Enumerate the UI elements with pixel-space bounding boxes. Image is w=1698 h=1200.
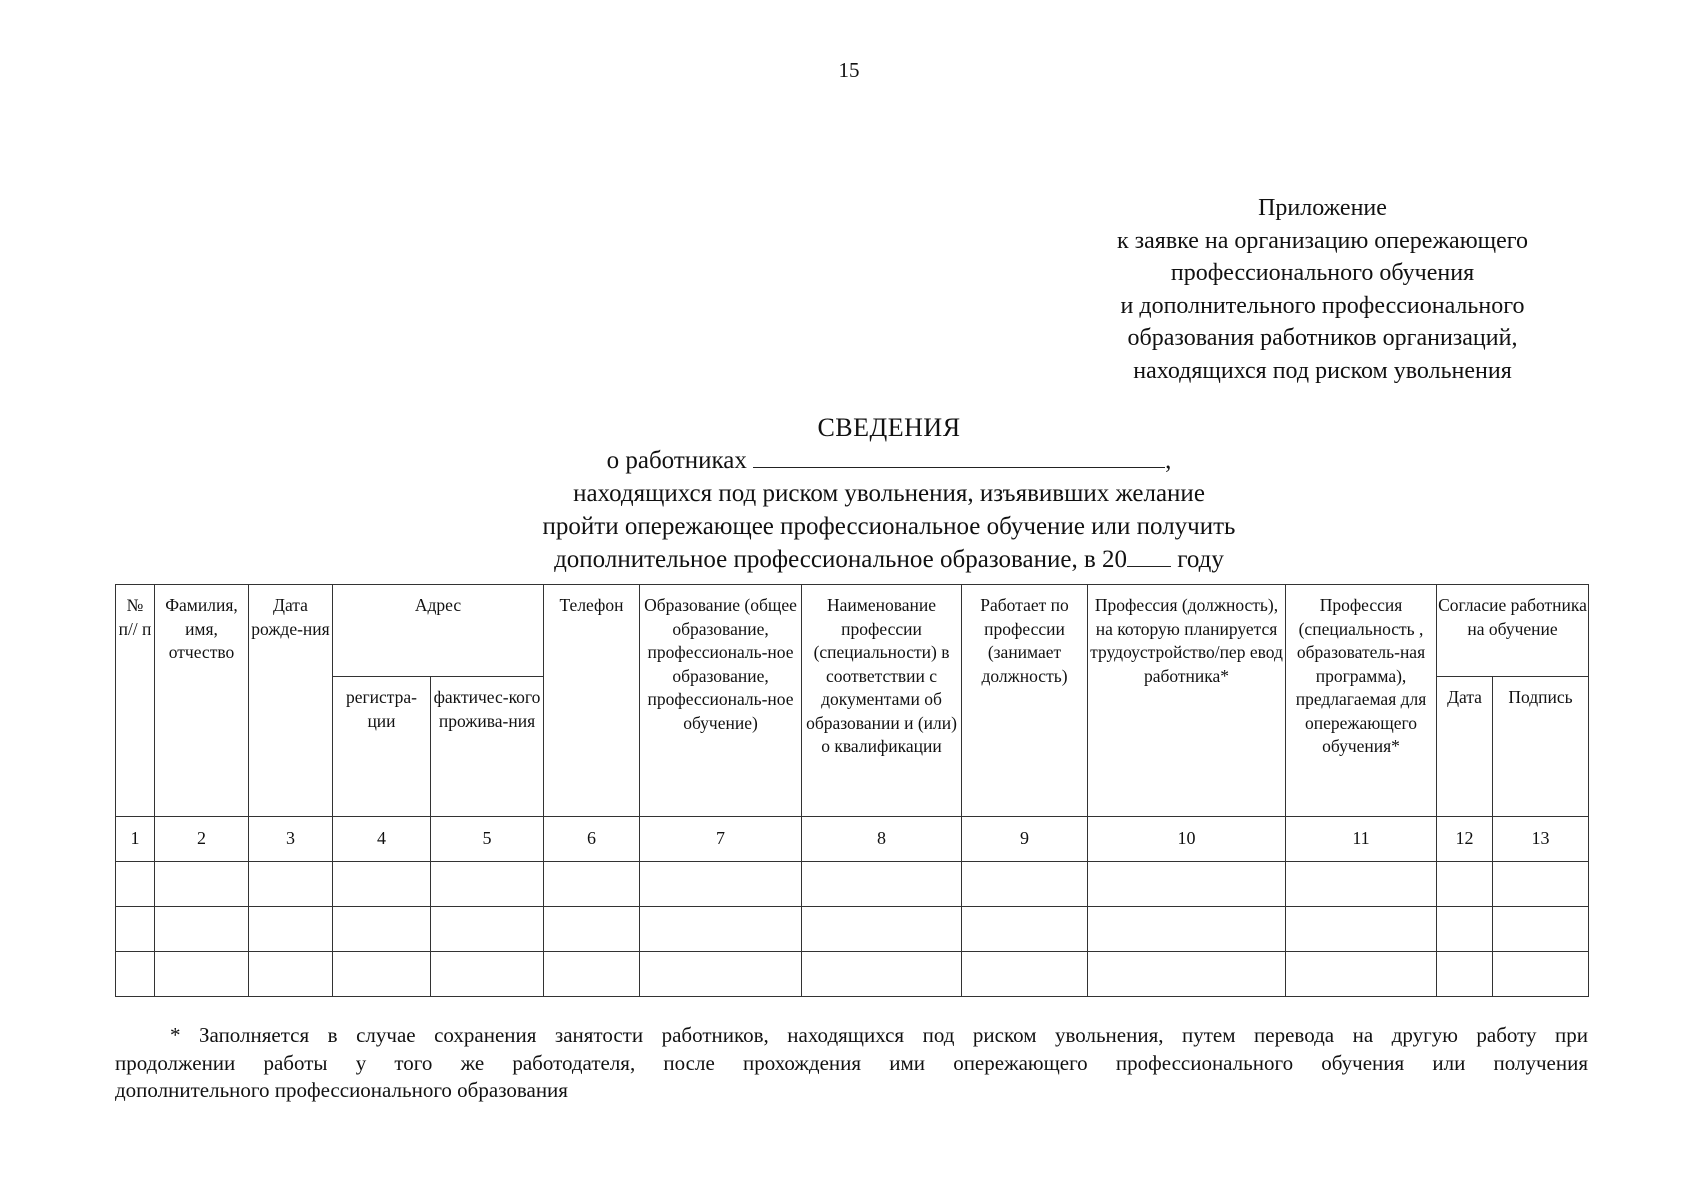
empty-cell[interactable] [962, 952, 1088, 997]
empty-cell[interactable] [640, 952, 802, 997]
empty-cell[interactable] [1286, 907, 1437, 952]
column-numbers-row [116, 817, 1589, 862]
empty-cell[interactable] [333, 862, 431, 907]
header-consent-date: Дата [1437, 677, 1493, 817]
empty-cell[interactable] [249, 862, 333, 907]
heading-line-2: находящихся под риском увольнения, изъявивших желание [573, 480, 1205, 507]
empty-cell[interactable] [155, 952, 249, 997]
empty-cell[interactable] [802, 907, 962, 952]
empty-cell[interactable] [802, 952, 962, 997]
empty-cell[interactable] [544, 862, 640, 907]
header-number: № п// п [116, 585, 155, 817]
appendix-line: к заявке на организацию опережающего [1117, 227, 1528, 254]
empty-cell[interactable] [333, 952, 431, 997]
empty-cell[interactable] [544, 952, 640, 997]
heading-line-4-suffix: году [1177, 546, 1224, 573]
year-blank[interactable] [1127, 546, 1171, 567]
column-number: 3 [249, 817, 333, 862]
empty-cell[interactable] [802, 862, 962, 907]
appendix-line: и дополнительного профессионального [1120, 292, 1525, 319]
empty-cell[interactable] [1493, 907, 1589, 952]
column-number: 10 [1088, 817, 1286, 862]
empty-cell[interactable] [1088, 907, 1286, 952]
heading-line-1 [0, 444, 1698, 477]
column-number: 4 [333, 817, 431, 862]
heading-line-4 [0, 543, 1698, 576]
footnote-line-1: * Заполняется в случае сохранения занятости работников, находящихся под риском увольнения, путем перевода на другую работу при [170, 1023, 1588, 1047]
footnote-line-3: дополнительного профессионального образования [115, 1078, 568, 1102]
header-education: Образование (общее образование, профессиональ-ное образование, профессиональ-ное обучение) [640, 585, 802, 817]
empty-cell[interactable] [1088, 862, 1286, 907]
header-address-registration: регистра-ции [333, 677, 431, 817]
header-address-actual: фактичес-кого прожива-ния [431, 677, 544, 817]
empty-cell[interactable] [1437, 952, 1493, 997]
header-address: Адрес [333, 585, 544, 677]
appendix-line: профессионального обучения [1170, 260, 1475, 286]
organization-blank[interactable] [753, 447, 1165, 468]
empty-data-row [116, 862, 1589, 907]
heading-line-4-prefix: дополнительное профессиональное образование, в 20 [554, 546, 1128, 573]
empty-cell[interactable] [1286, 862, 1437, 907]
empty-cell[interactable] [116, 952, 155, 997]
empty-cell[interactable] [1437, 862, 1493, 907]
empty-data-row [116, 952, 1589, 997]
empty-cell[interactable] [431, 862, 544, 907]
empty-cell[interactable] [1437, 907, 1493, 952]
empty-cell[interactable] [249, 907, 333, 952]
page-number: 15 [838, 58, 860, 82]
appendix-block [1095, 192, 1550, 387]
workers-table [115, 584, 1589, 997]
empty-cell[interactable] [431, 907, 544, 952]
header-consent-signature: Подпись [1493, 677, 1589, 817]
header-consent: Согласие работника на обучение [1437, 585, 1589, 677]
empty-cell[interactable] [1493, 862, 1589, 907]
column-number: 2 [155, 817, 249, 862]
header-phone: Телефон [544, 585, 640, 817]
header-full-name: Фамилия, имя, отчество [155, 585, 249, 817]
appendix-line: Приложение [1258, 195, 1387, 221]
empty-cell[interactable] [640, 862, 802, 907]
empty-cell[interactable] [962, 862, 1088, 907]
column-number: 12 [1437, 817, 1493, 862]
heading-line-1-suffix: , [1165, 447, 1172, 474]
column-number: 11 [1286, 817, 1437, 862]
empty-cell[interactable] [544, 907, 640, 952]
column-number: 8 [802, 817, 962, 862]
heading-line-1-prefix: о работниках [606, 447, 747, 474]
footnote [115, 1022, 1588, 1105]
empty-cell[interactable] [333, 907, 431, 952]
column-number: 7 [640, 817, 802, 862]
empty-cell[interactable] [155, 907, 249, 952]
empty-cell[interactable] [640, 907, 802, 952]
empty-cell[interactable] [962, 907, 1088, 952]
document-title: СВЕДЕНИЯ [817, 413, 961, 442]
empty-cell[interactable] [116, 862, 155, 907]
column-number: 9 [962, 817, 1088, 862]
empty-cell[interactable] [1493, 952, 1589, 997]
header-works-by-profession: Работает по профессии (занимает должность) [962, 585, 1088, 817]
footnote-line-2: продолжении работы у того же работодателя, после прохождения ими опережающего профессионального обучения или получения [115, 1050, 1588, 1075]
column-number: 13 [1493, 817, 1589, 862]
header-offered-profession: Профессия (специальность , образователь-ная программа), предлагаемая для опережающего обучения* [1286, 585, 1437, 817]
header-birth-date: Дата рожде-ния [249, 585, 333, 817]
heading-line-3: пройти опережающее профессиональное обучение или получить [542, 513, 1236, 540]
column-number: 6 [544, 817, 640, 862]
appendix-line: находящихся под риском увольнения [1133, 357, 1512, 384]
column-number: 5 [431, 817, 544, 862]
empty-cell[interactable] [249, 952, 333, 997]
column-number: 1 [116, 817, 155, 862]
empty-cell[interactable] [1088, 952, 1286, 997]
empty-data-row [116, 907, 1589, 952]
header-planned-profession: Профессия (должность), на которую планируется трудоустройство/пер евод работника* [1088, 585, 1286, 817]
appendix-line: образования работников организаций, [1127, 325, 1518, 351]
empty-cell[interactable] [155, 862, 249, 907]
empty-cell[interactable] [1286, 952, 1437, 997]
header-profession-name: Наименование профессии (специальности) в соответствии с документами об образовании и (или) о квалификации [802, 585, 962, 817]
empty-cell[interactable] [431, 952, 544, 997]
empty-cell[interactable] [116, 907, 155, 952]
document-heading [0, 411, 1698, 576]
